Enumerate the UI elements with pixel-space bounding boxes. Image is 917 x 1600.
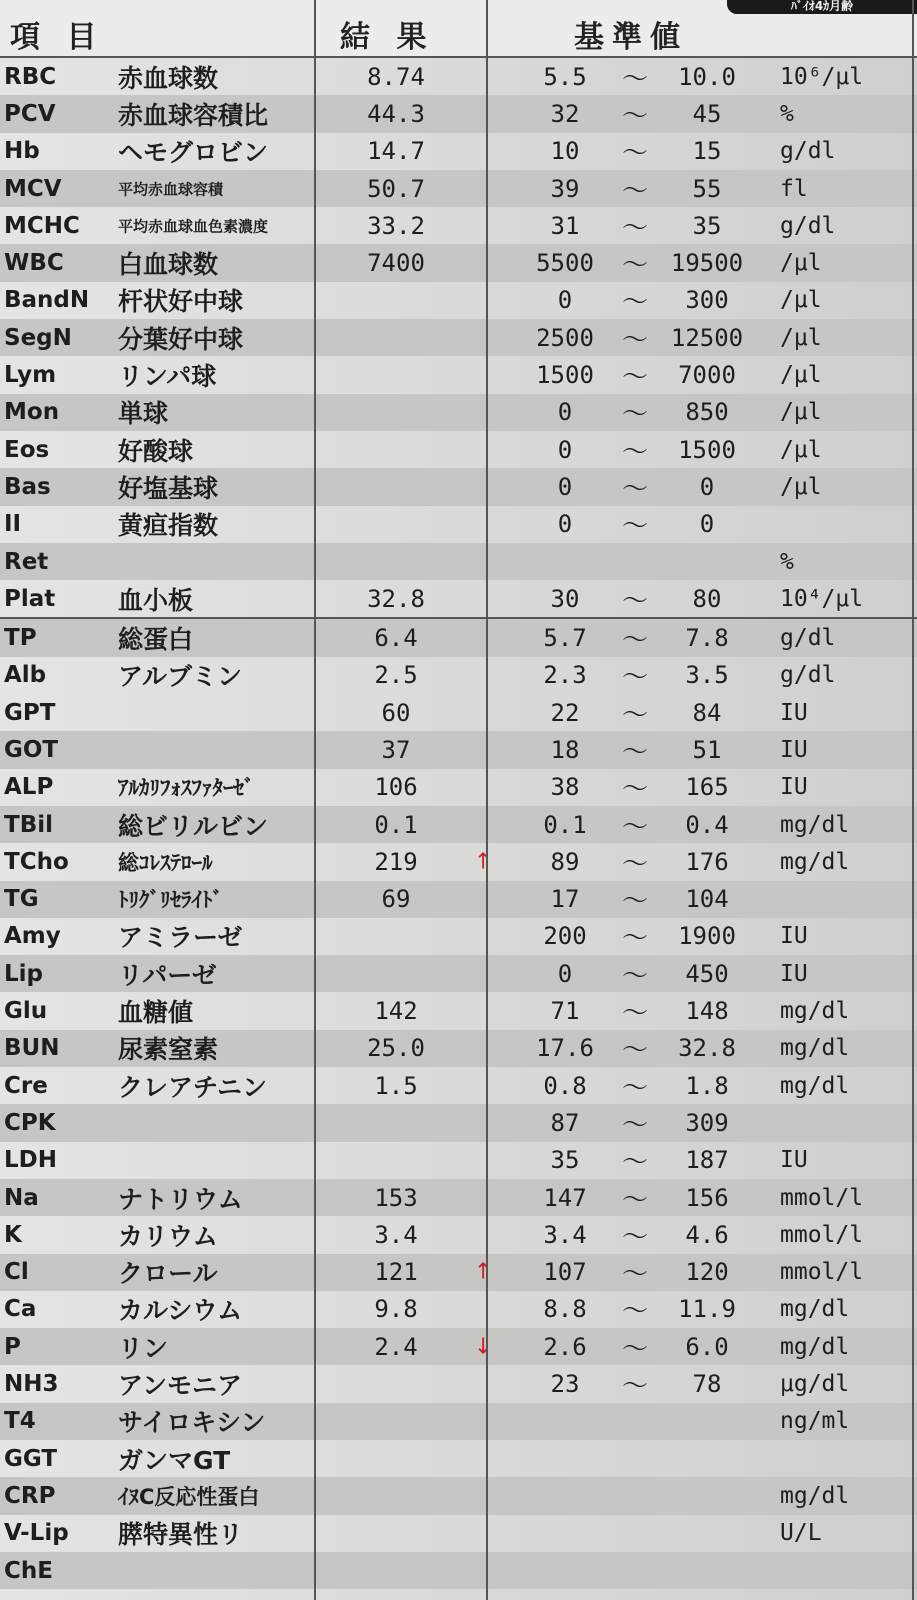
row-name: 血小板: [118, 585, 194, 615]
row-tilde: ～: [621, 362, 648, 393]
row-flag: ↑: [474, 1259, 493, 1285]
row-high: 187: [685, 1146, 729, 1175]
table-row: [0, 918, 917, 955]
row-name: 総ｺﾚｽﾃﾛｰﾙ: [118, 850, 213, 875]
row-high: 12500: [670, 323, 744, 352]
row-unit: 10⁴/μl: [780, 585, 864, 612]
table-row: [0, 543, 917, 580]
table-row: [0, 843, 917, 880]
row-abbr: CRP: [4, 1482, 56, 1509]
row-tilde: ～: [621, 437, 648, 468]
row-name: 白血球数: [118, 250, 219, 280]
row-low: 1500: [536, 361, 594, 390]
row-abbr: TBil: [4, 811, 53, 838]
table-row: [0, 955, 917, 992]
row-low: 0.8: [543, 1071, 587, 1100]
row-high: 7.8: [685, 624, 729, 653]
row-name: 杆状好中球: [118, 287, 244, 317]
row-tilde: ～: [621, 250, 648, 281]
row-low: 8.8: [543, 1295, 587, 1324]
row-tilde: ～: [621, 399, 648, 430]
row-abbr: NH3: [4, 1371, 59, 1398]
row-high: 45: [692, 99, 722, 128]
row-high: 1900: [678, 922, 736, 951]
table-row: [0, 1365, 917, 1402]
row-high: 1.8: [685, 1071, 729, 1100]
row-abbr: MCHC: [4, 212, 80, 239]
row-abbr: Lym: [4, 362, 57, 389]
row-abbr: WBC: [4, 250, 64, 277]
row-low: 5.5: [543, 62, 587, 91]
row-abbr: BUN: [4, 1035, 60, 1062]
header-reference: 基準値: [574, 20, 688, 55]
table-row: [0, 1552, 917, 1589]
row-unit: /μl: [780, 324, 822, 351]
table-row: [0, 881, 917, 918]
row-result: 50.7: [367, 174, 425, 203]
row-tilde: ～: [621, 474, 648, 505]
row-unit: mg/dl: [780, 848, 850, 875]
column-divider-1: [314, 0, 316, 1600]
row-high: 4.6: [685, 1220, 729, 1249]
row-abbr: Cre: [4, 1072, 48, 1099]
column-divider-2: [486, 0, 488, 1600]
row-abbr: ALP: [4, 774, 54, 801]
row-result: 33.2: [367, 211, 425, 240]
table-row: [0, 319, 917, 356]
row-unit: IU: [780, 923, 808, 950]
row-low: 71: [550, 997, 580, 1026]
row-unit: mg/dl: [780, 1072, 850, 1099]
row-low: 23: [550, 1370, 580, 1399]
row-unit: /μl: [780, 250, 822, 277]
row-tilde: ～: [621, 1110, 648, 1141]
row-tilde: ～: [621, 737, 648, 768]
table-row: [0, 1104, 917, 1141]
row-result: 9.8: [374, 1295, 418, 1324]
row-tilde: ～: [621, 961, 648, 992]
row-unit: /μl: [780, 399, 822, 426]
table-row: [0, 1291, 917, 1328]
table-row: [0, 1067, 917, 1104]
row-high: 32.8: [678, 1034, 736, 1063]
row-unit: g/dl: [780, 625, 836, 652]
row-result: 106: [374, 773, 418, 802]
row-abbr: Ca: [4, 1296, 37, 1323]
row-tilde: ～: [621, 1185, 648, 1216]
row-high: 51: [692, 735, 722, 764]
row-abbr: SegN: [4, 324, 72, 351]
table-row: [0, 1142, 917, 1179]
row-abbr: TP: [4, 625, 37, 652]
row-low: 22: [550, 698, 580, 727]
row-low: 39: [550, 174, 580, 203]
row-result: 219: [374, 847, 418, 876]
row-result: 32.8: [367, 584, 425, 613]
row-abbr: RBC: [4, 63, 57, 90]
row-name: ﾄﾘｸﾞﾘｾﾗｲﾄﾞ: [118, 888, 223, 913]
row-name: アミラーゼ: [118, 923, 243, 953]
row-tilde: ～: [621, 1147, 648, 1178]
table-row: [0, 1179, 917, 1216]
row-abbr: Glu: [4, 998, 48, 1025]
row-unit: mmol/l: [780, 1184, 864, 1211]
row-name: 平均赤血球容積: [118, 180, 224, 199]
row-abbr: Lip: [4, 960, 44, 987]
row-tilde: ～: [621, 625, 648, 656]
row-name: カルシウム: [118, 1296, 243, 1326]
row-low: 35: [550, 1146, 580, 1175]
row-low: 30: [550, 584, 580, 613]
row-name: クロール: [118, 1259, 218, 1289]
row-flag: ↓: [474, 1334, 493, 1360]
row-low: 89: [550, 847, 580, 876]
row-high: 176: [685, 847, 729, 876]
row-high: 148: [685, 997, 729, 1026]
row-unit: IU: [780, 699, 808, 726]
table-row: [0, 694, 917, 731]
row-name: 総ビリルビン: [118, 811, 269, 841]
row-low: 200: [543, 922, 587, 951]
row-name: ヘモグロビン: [118, 138, 269, 168]
row-result: 7400: [367, 249, 425, 278]
row-flag: ↑: [474, 849, 493, 875]
row-tilde: ～: [621, 511, 648, 542]
row-tilde: ～: [621, 287, 648, 318]
row-name: 血糖値: [118, 998, 194, 1028]
row-high: 35: [692, 211, 722, 240]
row-low: 0: [557, 435, 573, 464]
results-table: [0, 58, 917, 1589]
row-name: 黄疸指数: [118, 511, 219, 541]
row-name: 赤血球容積比: [118, 100, 269, 130]
row-name: リン: [118, 1333, 169, 1363]
row-low: 2.3: [543, 661, 587, 690]
table-row: [0, 282, 917, 319]
table-row: [0, 1477, 917, 1514]
table-row: [0, 207, 917, 244]
row-result: 69: [381, 885, 411, 914]
row-tilde: ～: [621, 1035, 648, 1066]
row-tilde: ～: [621, 1334, 648, 1365]
row-unit: 10⁶/μl: [780, 63, 864, 90]
row-low: 2500: [536, 323, 594, 352]
row-abbr: PCV: [4, 100, 56, 127]
row-unit: μg/dl: [780, 1371, 850, 1398]
row-name: 好酸球: [118, 436, 194, 466]
row-abbr: Na: [4, 1184, 39, 1211]
row-tilde: ～: [621, 662, 648, 693]
row-unit: /μl: [780, 473, 822, 500]
row-abbr: Hb: [4, 138, 40, 165]
row-tilde: ～: [621, 213, 648, 244]
row-result: 6.4: [374, 624, 418, 653]
table-row: [0, 244, 917, 281]
row-unit: IU: [780, 1147, 808, 1174]
table-row: [0, 1440, 917, 1477]
row-high: 104: [685, 885, 729, 914]
row-high: 10.0: [678, 62, 736, 91]
row-low: 32: [550, 99, 580, 128]
row-low: 0: [557, 959, 573, 988]
row-tilde: ～: [621, 586, 648, 617]
row-abbr: GGT: [4, 1445, 58, 1472]
row-result: 2.4: [374, 1332, 418, 1361]
row-abbr: II: [4, 511, 22, 538]
row-result: 153: [374, 1183, 418, 1212]
row-low: 38: [550, 773, 580, 802]
row-name: 分葉好中球: [118, 324, 244, 354]
table-row: [0, 468, 917, 505]
row-unit: fl: [780, 175, 808, 202]
row-high: 78: [692, 1370, 722, 1399]
row-name: アルブミン: [118, 662, 243, 692]
row-abbr: Ret: [4, 548, 49, 575]
row-unit: IU: [780, 774, 808, 801]
row-name: カリウム: [118, 1221, 218, 1251]
row-name: 尿素窒素: [118, 1035, 219, 1065]
row-tilde: ～: [621, 1222, 648, 1253]
row-result: 14.7: [367, 137, 425, 166]
row-name: サイロキシン: [118, 1408, 266, 1438]
table-row: [0, 806, 917, 843]
row-high: 300: [685, 286, 729, 315]
row-unit: IU: [780, 736, 808, 763]
row-name: リパーゼ: [118, 960, 217, 990]
row-unit: U/L: [780, 1520, 822, 1547]
row-name: クレアチニン: [118, 1072, 268, 1102]
row-tilde: ～: [621, 138, 648, 169]
row-high: 309: [685, 1108, 729, 1137]
row-unit: mmol/l: [780, 1259, 864, 1286]
row-high: 450: [685, 959, 729, 988]
row-unit: %: [780, 548, 794, 575]
row-low: 0: [557, 398, 573, 427]
row-tilde: ～: [621, 998, 648, 1029]
row-unit: /μl: [780, 436, 822, 463]
row-tilde: ～: [621, 1296, 648, 1327]
row-unit: mg/dl: [780, 1333, 850, 1360]
table-row: [0, 95, 917, 132]
row-result: 3.4: [374, 1220, 418, 1249]
row-unit: mmol/l: [780, 1221, 864, 1248]
row-tilde: ～: [621, 849, 648, 880]
row-unit: mg/dl: [780, 1035, 850, 1062]
row-low: 5500: [536, 249, 594, 278]
row-low: 31: [550, 211, 580, 240]
row-name: 膵特異性リ: [118, 1520, 244, 1550]
row-high: 850: [685, 398, 729, 427]
row-tilde: ～: [621, 923, 648, 954]
table-row: [0, 1254, 917, 1291]
row-result: 25.0: [367, 1034, 425, 1063]
table-row: [0, 1515, 917, 1552]
row-abbr: BandN: [4, 287, 90, 314]
row-abbr: LDH: [4, 1147, 57, 1174]
row-unit: /μl: [780, 287, 822, 314]
row-abbr: TCho: [4, 848, 69, 875]
table-row: [0, 1030, 917, 1067]
row-tilde: ～: [621, 1371, 648, 1402]
row-low: 18: [550, 735, 580, 764]
row-result: 142: [374, 997, 418, 1026]
table-row: [0, 657, 917, 694]
row-high: 156: [685, 1183, 729, 1212]
row-abbr: Mon: [4, 399, 60, 426]
row-abbr: GOT: [4, 736, 59, 763]
row-tilde: ～: [621, 774, 648, 805]
row-high: 84: [692, 698, 722, 727]
row-abbr: T4: [4, 1408, 36, 1435]
table-row: [0, 394, 917, 431]
row-result: 1.5: [374, 1071, 418, 1100]
row-result: 8.74: [367, 62, 425, 91]
row-abbr: MCV: [4, 175, 62, 202]
row-low: 0: [557, 510, 573, 539]
row-low: 17.6: [536, 1034, 594, 1063]
row-high: 55: [692, 174, 722, 203]
row-abbr: Eos: [4, 436, 50, 463]
row-name: ｱﾙｶﾘﾌｫｽﾌｧﾀｰｾﾞ: [118, 776, 255, 801]
row-result: 60: [381, 698, 411, 727]
row-result: 37: [381, 735, 411, 764]
row-abbr: Amy: [4, 923, 61, 950]
row-abbr: Cl: [4, 1259, 29, 1286]
row-high: 3.5: [685, 661, 729, 690]
row-unit: %: [780, 100, 794, 127]
row-high: 11.9: [678, 1295, 736, 1324]
row-name: アンモニア: [118, 1371, 243, 1401]
table-row: [0, 133, 917, 170]
row-low: 0: [557, 286, 573, 315]
row-abbr: Plat: [4, 585, 56, 612]
row-name: ｲﾇC反応性蛋白: [118, 1484, 260, 1509]
row-high: 0: [699, 472, 715, 501]
row-result: 44.3: [367, 99, 425, 128]
row-tilde: ～: [621, 700, 648, 731]
corner-label: ﾊﾞｲｵ4ｶ月齢: [727, 0, 917, 14]
row-high: 15: [692, 137, 722, 166]
row-abbr: CPK: [4, 1109, 56, 1136]
row-high: 0: [699, 510, 715, 539]
row-name: ナトリウム: [118, 1184, 243, 1214]
row-abbr: P: [4, 1333, 21, 1360]
row-tilde: ～: [621, 812, 648, 843]
row-abbr: TG: [4, 886, 39, 913]
row-low: 5.7: [543, 624, 587, 653]
row-unit: g/dl: [780, 138, 836, 165]
table-row: [0, 58, 917, 95]
row-high: 120: [685, 1258, 729, 1287]
row-tilde: ～: [621, 1073, 648, 1104]
row-high: 19500: [670, 249, 744, 278]
table-row: [0, 992, 917, 1029]
row-name: 総蛋白: [118, 625, 194, 655]
row-abbr: V-Lip: [4, 1520, 69, 1547]
row-low: 2.6: [543, 1332, 587, 1361]
table-row: [0, 1328, 917, 1365]
row-name: 好塩基球: [118, 473, 219, 503]
row-low: 0: [557, 472, 573, 501]
row-high: 6.0: [685, 1332, 729, 1361]
row-high: 165: [685, 773, 729, 802]
header-result: 結 果: [340, 20, 435, 55]
table-row: [0, 617, 917, 656]
row-low: 147: [543, 1183, 587, 1212]
table-row: [0, 580, 917, 617]
row-name: リンパ球: [118, 362, 217, 392]
row-high: 0.4: [685, 810, 729, 839]
row-result: 2.5: [374, 661, 418, 690]
row-tilde: ～: [621, 325, 648, 356]
row-tilde: ～: [621, 101, 648, 132]
row-unit: /μl: [780, 362, 822, 389]
row-high: 7000: [678, 361, 736, 390]
row-high: 80: [692, 584, 722, 613]
row-tilde: ～: [621, 886, 648, 917]
row-unit: mg/dl: [780, 1296, 850, 1323]
table-row: [0, 731, 917, 768]
row-tilde: ～: [621, 176, 648, 207]
table-row: [0, 1403, 917, 1440]
row-name: 単球: [118, 399, 169, 429]
row-low: 87: [550, 1108, 580, 1137]
row-unit: mg/dl: [780, 998, 850, 1025]
row-abbr: Alb: [4, 662, 47, 689]
table-row: [0, 170, 917, 207]
row-low: 3.4: [543, 1220, 587, 1249]
row-result: 121: [374, 1258, 418, 1287]
header-item: 項 目: [10, 20, 105, 55]
row-abbr: K: [4, 1221, 22, 1248]
table-row: [0, 1216, 917, 1253]
row-low: 0.1: [543, 810, 587, 839]
row-abbr: Bas: [4, 473, 51, 500]
row-low: 107: [543, 1258, 587, 1287]
row-unit: g/dl: [780, 212, 836, 239]
row-high: 1500: [678, 435, 736, 464]
row-unit: mg/dl: [780, 811, 850, 838]
row-abbr: GPT: [4, 699, 56, 726]
row-low: 17: [550, 885, 580, 914]
row-low: 10: [550, 137, 580, 166]
row-tilde: ～: [621, 64, 648, 95]
table-row: [0, 356, 917, 393]
row-unit: ng/ml: [780, 1408, 850, 1435]
row-unit: IU: [780, 960, 808, 987]
row-result: 0.1: [374, 810, 418, 839]
row-tilde: ～: [621, 1259, 648, 1290]
column-divider-3: [912, 0, 914, 1600]
row-name: 平均赤血球血色素濃度: [118, 217, 269, 236]
table-row: [0, 506, 917, 543]
row-unit: g/dl: [780, 662, 836, 689]
row-abbr: ChE: [4, 1557, 53, 1584]
row-name: ガンマGT: [118, 1445, 231, 1475]
row-name: 赤血球数: [118, 63, 219, 93]
table-row: [0, 431, 917, 468]
table-row: [0, 769, 917, 806]
row-unit: mg/dl: [780, 1482, 850, 1509]
